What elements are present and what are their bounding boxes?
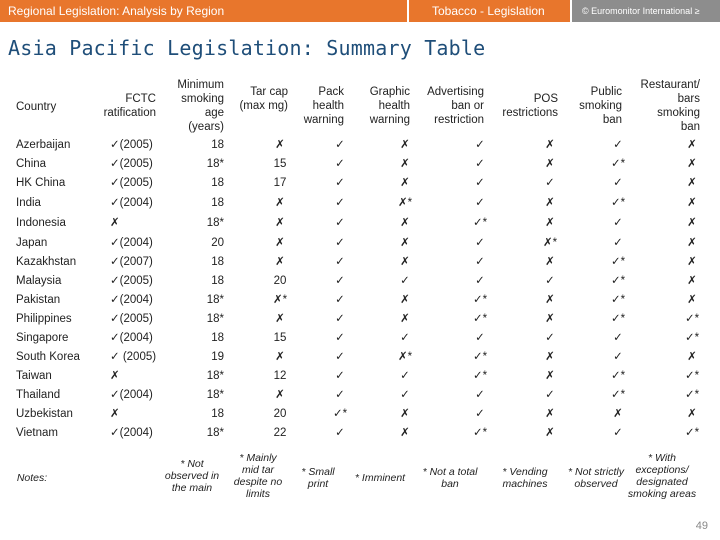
table-cell: 15 xyxy=(273,332,287,344)
table-cell: ✓ xyxy=(475,197,485,209)
table-cell: ✓* xyxy=(684,370,700,382)
table-cell: ✓ xyxy=(400,332,410,344)
table-cell: ✗ xyxy=(275,139,285,151)
table-cell: ✗* xyxy=(397,351,413,363)
table-cell: ✗ xyxy=(275,197,285,209)
table-cell: ✓ xyxy=(335,177,345,189)
header-copyright: © Euromonitor International ≥ xyxy=(582,6,700,16)
table-cell: ✓(2004) xyxy=(110,332,153,344)
table-cell: ✓ xyxy=(335,332,345,344)
table-cell: ✗ xyxy=(545,408,555,420)
table-cell: ✗* xyxy=(397,197,413,209)
table-cell: ✓ xyxy=(613,237,623,249)
table-cell: ✗ xyxy=(400,313,410,325)
country-cell: Indonesia xyxy=(16,217,66,229)
table-cell: 18* xyxy=(206,370,224,382)
table-cell: ✗ xyxy=(275,351,285,363)
table-cell: 18 xyxy=(211,275,224,287)
table-cell: ✗ xyxy=(545,256,555,268)
notes-label: Notes: xyxy=(16,472,48,484)
table-cell: ✓ xyxy=(545,177,555,189)
table-cell: ✗ xyxy=(687,177,697,189)
table-cell: ✓ xyxy=(613,427,623,439)
header-bar xyxy=(0,0,720,22)
table-cell: ✓* xyxy=(472,351,488,363)
table-cell: ✗ xyxy=(545,294,555,306)
column-header: Tar cap (max mg) xyxy=(239,86,288,112)
table-cell: ✗* xyxy=(272,294,288,306)
note-item: * Mainly mid tar despite no limits xyxy=(233,452,283,500)
country-cell: Pakistan xyxy=(16,294,61,306)
note-item: * Not observed in the main xyxy=(164,458,220,494)
table-cell: 18 xyxy=(211,408,224,420)
table-cell: ✗ xyxy=(275,389,285,401)
table-cell: ✓ xyxy=(475,158,485,170)
table-cell: ✗ xyxy=(687,217,697,229)
country-cell: Taiwan xyxy=(16,370,52,382)
table-cell: ✗ xyxy=(687,139,697,151)
table-cell: ✓ xyxy=(613,177,623,189)
table-cell: ✓* xyxy=(684,332,700,344)
column-header: POS restrictions xyxy=(502,93,558,119)
table-cell: 18 xyxy=(211,256,224,268)
country-cell: Malaysia xyxy=(16,275,62,287)
table-cell: ✗ xyxy=(613,408,623,420)
table-cell: 17 xyxy=(273,177,287,189)
table-cell: 20 xyxy=(211,237,224,249)
table-cell: ✓* xyxy=(472,294,488,306)
country-cell: Kazakhstan xyxy=(16,256,77,268)
table-cell: ✓(2005) xyxy=(110,158,153,170)
table-cell: ✓* xyxy=(610,197,626,209)
country-cell: China xyxy=(16,158,47,170)
table-cell: ✓(2004) xyxy=(110,294,153,306)
table-cell: ✓(2007) xyxy=(110,256,153,268)
table-cell: ✓* xyxy=(684,389,700,401)
table-cell: ✓ xyxy=(335,370,345,382)
table-cell: ✗ xyxy=(400,408,410,420)
table-cell: ✗ xyxy=(545,217,555,229)
table-cell: ✓ xyxy=(400,275,410,287)
table-cell: ✓* xyxy=(610,275,626,287)
table-cell: ✗ xyxy=(110,217,120,229)
table-cell: 22 xyxy=(273,427,287,439)
table-cell: ✗ xyxy=(400,177,410,189)
table-cell: ✓* xyxy=(472,427,488,439)
table-cell: ✗ xyxy=(545,139,555,151)
country-cell: Japan xyxy=(16,237,48,249)
table-cell: 20 xyxy=(273,408,287,420)
table-cell: ✓* xyxy=(684,313,700,325)
table-cell: 18 xyxy=(211,177,224,189)
table-cell: ✓ xyxy=(335,427,345,439)
table-cell: ✓ xyxy=(335,237,345,249)
table-cell: ✗ xyxy=(545,427,555,439)
table-cell: 18 xyxy=(211,139,224,151)
table-cell: ✓(2005) xyxy=(110,139,153,151)
table-cell: ✓ xyxy=(400,389,410,401)
table-cell: ✓ xyxy=(475,332,485,344)
table-cell: ✗ xyxy=(545,158,555,170)
table-cell: ✗ xyxy=(400,237,410,249)
table-cell: ✗ xyxy=(687,256,697,268)
note-item: * Imminent xyxy=(354,472,406,484)
table-cell: 18 xyxy=(211,197,224,209)
column-header: Graphic health warning xyxy=(369,86,410,126)
table-cell: ✗ xyxy=(275,313,285,325)
table-cell: ✓ xyxy=(335,158,345,170)
column-header: Minimum smoking age (years) xyxy=(177,79,224,133)
table-cell: ✓ xyxy=(613,139,623,151)
table-cell: ✓* xyxy=(472,313,488,325)
country-cell: Singapore xyxy=(16,332,69,344)
table-cell: ✓ xyxy=(475,275,485,287)
column-header: Country xyxy=(16,101,57,113)
table-cell: ✓ xyxy=(613,351,623,363)
column-header: Advertising ban or restriction xyxy=(427,86,484,126)
table-cell: 18* xyxy=(206,294,224,306)
table-cell: ✗ xyxy=(687,275,697,287)
table-cell: ✓ xyxy=(400,370,410,382)
table-cell: 19 xyxy=(211,351,224,363)
table-cell: ✗ xyxy=(275,237,285,249)
table-cell: ✗ xyxy=(687,237,697,249)
table-cell: ✓* xyxy=(332,408,348,420)
table-cell: ✓* xyxy=(610,256,626,268)
table-cell: ✓* xyxy=(472,370,488,382)
table-cell: ✓ xyxy=(475,256,485,268)
column-header: FCTC ratification xyxy=(103,93,156,119)
table-cell: ✗ xyxy=(275,256,285,268)
table-cell: ✗ xyxy=(400,139,410,151)
table-cell: ✗ xyxy=(275,217,285,229)
header-topic-title: Tobacco - Legislation xyxy=(432,4,545,18)
table-cell: ✗ xyxy=(400,158,410,170)
table-cell: ✓ xyxy=(335,197,345,209)
table-cell: ✗ xyxy=(400,294,410,306)
table-cell: ✗ xyxy=(545,313,555,325)
table-cell: ✓ xyxy=(475,139,485,151)
table-cell: ✓ xyxy=(335,139,345,151)
table-cell: ✓ xyxy=(335,351,345,363)
table-cell: ✗ xyxy=(545,197,555,209)
country-cell: HK China xyxy=(16,177,66,189)
country-cell: Thailand xyxy=(16,389,61,401)
table-cell: ✓(2005) xyxy=(110,177,153,189)
column-header: Public smoking ban xyxy=(579,86,622,126)
table-cell: ✗ xyxy=(687,351,697,363)
table-cell: 12 xyxy=(273,370,287,382)
table-cell: ✓* xyxy=(610,389,626,401)
table-cell: ✓ xyxy=(613,217,623,229)
table-cell: 18 xyxy=(211,332,224,344)
table-cell: ✓* xyxy=(610,294,626,306)
table-cell: ✗ xyxy=(545,351,555,363)
table-cell: ✓(2005) xyxy=(110,275,153,287)
table-cell: ✗ xyxy=(110,370,120,382)
country-cell: India xyxy=(16,197,41,209)
country-cell: Azerbaijan xyxy=(16,139,71,151)
country-cell: Philippines xyxy=(16,313,72,325)
table-cell: ✗ xyxy=(687,294,697,306)
table-cell: ✓ xyxy=(545,275,555,287)
column-header: Restaurant/ bars smoking ban xyxy=(640,79,700,133)
table-cell: ✓ xyxy=(335,217,345,229)
table-cell: ✓(2004) xyxy=(110,237,153,249)
table-cell: ✓ xyxy=(475,389,485,401)
table-cell: ✓* xyxy=(684,427,700,439)
note-item: * With exceptions/ designated smoking areas xyxy=(627,452,697,500)
table-cell: ✓ xyxy=(335,275,345,287)
column-header: Pack health warning xyxy=(303,86,344,126)
table-cell: ✓ xyxy=(475,408,485,420)
table-cell: ✓ xyxy=(335,294,345,306)
table-cell: ✓* xyxy=(472,217,488,229)
table-cell: ✓ xyxy=(335,389,345,401)
table-cell: 18* xyxy=(206,427,224,439)
table-cell: ✓ xyxy=(613,332,623,344)
table-cell: ✓(2005) xyxy=(110,313,153,325)
note-item: * Not a total ban xyxy=(422,466,478,490)
table-cell: ✗ xyxy=(400,256,410,268)
table-cell: ✓* xyxy=(610,158,626,170)
table-cell: 18* xyxy=(206,158,224,170)
table-cell: ✓(2004) xyxy=(110,389,153,401)
note-item: * Not strictly observed xyxy=(567,466,625,490)
table-cell: ✗ xyxy=(400,427,410,439)
table-cell: ✗ xyxy=(687,408,697,420)
table-cell: ✓* xyxy=(610,313,626,325)
table-cell: ✓ xyxy=(475,237,485,249)
note-item: * Vending machines xyxy=(502,466,548,490)
note-item: * Small print xyxy=(301,466,335,490)
table-cell: ✓(2004) xyxy=(110,197,153,209)
table-cell: 15 xyxy=(273,158,287,170)
table-cell: ✗* xyxy=(542,237,558,249)
table-cell: 20 xyxy=(273,275,287,287)
table-cell: ✗ xyxy=(400,217,410,229)
country-cell: Vietnam xyxy=(16,427,58,439)
country-cell: Uzbekistan xyxy=(16,408,73,420)
page-number: 49 xyxy=(695,520,708,532)
table-cell: ✓ xyxy=(335,313,345,325)
table-cell: ✗ xyxy=(545,370,555,382)
table-cell: ✓ xyxy=(545,389,555,401)
page-title: Asia Pacific Legislation: Summary Table xyxy=(8,36,486,60)
table-cell: ✗ xyxy=(687,158,697,170)
table-cell: ✗ xyxy=(687,197,697,209)
table-cell: ✗ xyxy=(110,408,120,420)
table-cell: ✓ xyxy=(335,256,345,268)
table-cell: ✓ xyxy=(545,332,555,344)
table-cell: 18* xyxy=(206,217,224,229)
table-cell: ✓* xyxy=(610,370,626,382)
country-cell: South Korea xyxy=(16,351,80,363)
table-cell: ✓ (2005) xyxy=(110,351,157,363)
header-section-title: Regional Legislation: Analysis by Region xyxy=(8,4,225,18)
table-cell: ✓(2004) xyxy=(110,427,153,439)
table-cell: ✓ xyxy=(475,177,485,189)
table-cell: 18* xyxy=(206,389,224,401)
table-cell: 18* xyxy=(206,313,224,325)
